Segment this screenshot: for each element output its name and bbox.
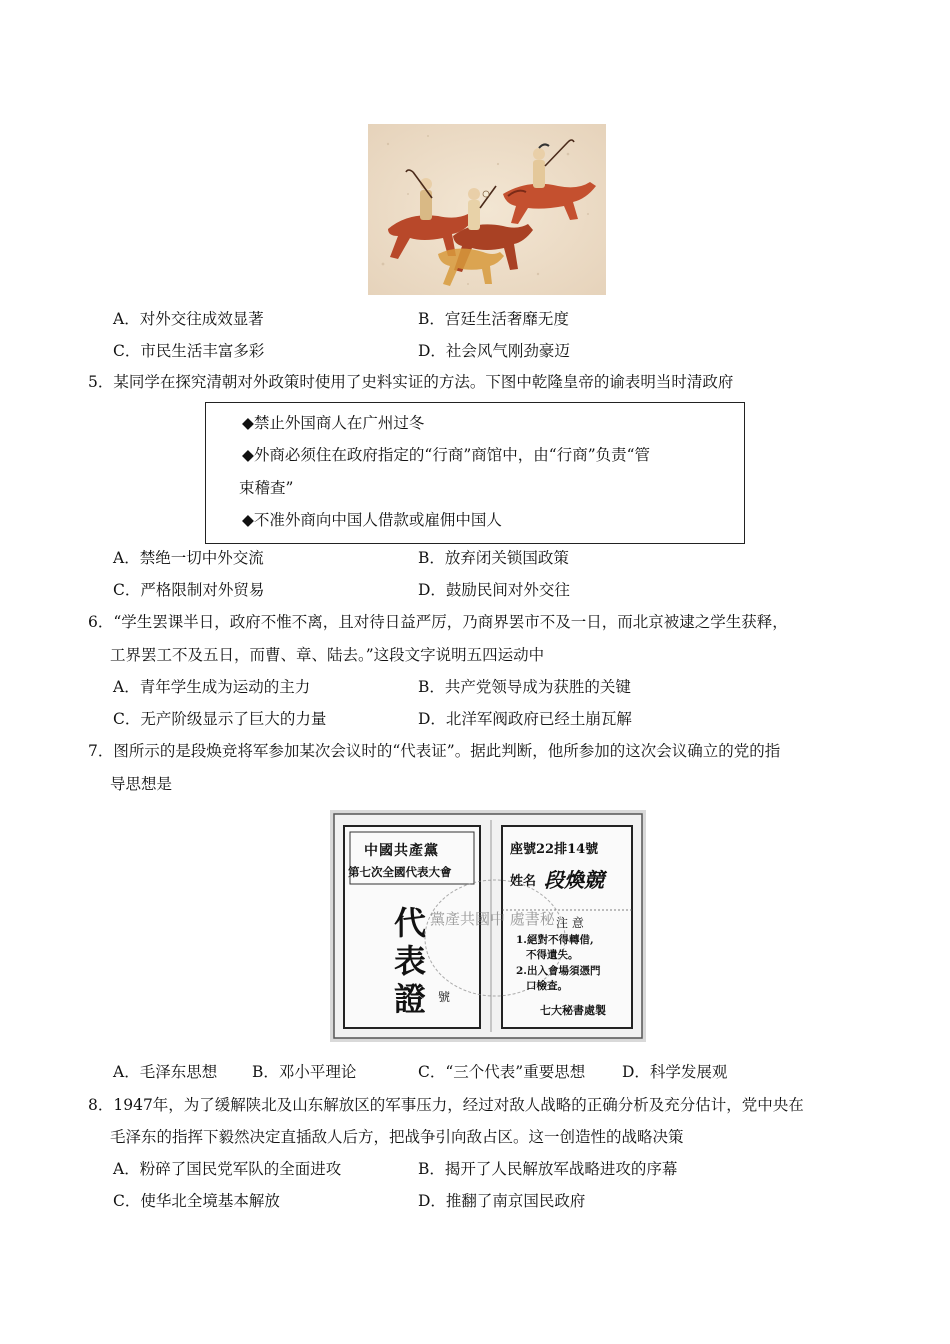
q7-stem-line-2: 导思想是 [110,775,173,793]
q5-box-line-2: ◆外商必须住在政府指定的“行商”商馆中，由“行商”负责“管 [242,446,651,464]
cert-rule-1b: 不得遺失。 [526,949,579,961]
q8-option-b: B．揭开了人民解放军战略进攻的序幕 [418,1160,678,1178]
q6-option-a: A．青年学生成为运动的主力 [113,678,311,696]
cert-issuer: 七大秘書處製 [540,1004,606,1017]
cert-left-title-1: 中國共產黨 [364,843,439,859]
q7-option-d: D．科学发展观 [622,1063,728,1081]
q8-option-d: D．推翻了南京国民政府 [418,1192,586,1210]
cert-big-char-1: 代 [394,904,427,942]
cert-seat-number: 座號22排14號 [510,842,599,857]
q6-option-b: B．共产党领导成为获胜的关键 [418,678,631,696]
q8-stem-line-1: 8．1947年，为了缓解陕北及山东解放区的军事压力，经过对敌人战略的正确分析及充分估计，党中央在 [88,1096,804,1114]
q5-option-d: D．鼓励民间对外交往 [418,581,570,599]
cert-hao: 號 [438,990,451,1004]
q7-stem-line-1: 7．图所示的是段焕竞将军参加某次会议时的“代表证”。据此判断，他所参加的这次会议确立的党的指 [88,742,781,760]
q6-option-d: D．北洋军阀政府已经土崩瓦解 [418,710,632,728]
cert-left-title-2: 第七次全國代表大會 [348,865,452,879]
representative-certificate-image [330,810,646,1042]
q5-box-line-3: 束稽查” [239,479,294,497]
q5-option-b: B．放弃闭关锁国政策 [418,549,569,567]
polo-mural-illustration [368,124,606,295]
q6-stem-line-2: 工界罢工不及五日，而曹、章、陆去。”这段文字说明五四运动中 [110,646,545,664]
q4-option-c: C．市民生活丰富多彩 [113,342,265,360]
cert-rule-1a: 1.絕對不得轉借, [516,934,594,946]
polo-mural-image [368,124,606,295]
q8-option-a: A．粉碎了国民党军队的全面进攻 [113,1160,342,1178]
cert-big-char-3: 證 [394,980,427,1018]
q4-option-d: D．社会风气刚劲豪迈 [418,342,570,360]
cert-rule-2b: 口檢查。 [526,980,568,992]
q8-stem-line-2: 毛泽东的指挥下毅然决定直插敌人后方，把战争引向敌占区。这一创造性的战略决策 [110,1128,684,1146]
cert-name: 段煥競 [544,868,604,892]
q4-option-a: A．对外交往成效显著 [113,310,264,328]
q4-option-b: B．宫廷生活奢靡无度 [418,310,569,328]
q5-stem: 5．某同学在探究清朝对外政策时使用了史料实证的方法。下图中乾隆皇帝的谕表明当时清政府 [88,373,734,391]
q5-option-a: A．禁绝一切中外交流 [113,549,264,567]
cert-rule-2a: 2.出入會場須憑門 [516,965,601,977]
q7-option-b: B．邓小平理论 [252,1063,357,1081]
q6-stem-line-1: 6．“学生罢课半日，政府不惟不离，且对待日益严厉，乃商界罢市不及一日，而北京被逮之学生获释， [88,613,788,631]
cert-name-label: 姓名 [510,874,537,889]
q5-box-line-1: ◆禁止外国商人在广州过冬 [242,414,425,432]
q6-option-c: C．无产阶级显示了巨大的力量 [113,710,327,728]
q8-option-c: C．使华北全境基本解放 [113,1192,280,1210]
q5-option-c: C．严格限制对外贸易 [113,581,265,599]
q7-option-c: C．“三个代表”重要思想 [418,1063,586,1081]
q5-source-box [205,402,745,544]
cert-stamp-text: 黨產共國中 處書秘 [430,910,555,928]
q5-box-line-4: ◆不准外商向中国人借款或雇佣中国人 [242,511,502,529]
cert-big-char-2: 表 [394,942,427,980]
q7-option-a: A．毛泽东思想 [113,1063,218,1081]
cert-notice-heading: 注 意 [556,916,584,930]
